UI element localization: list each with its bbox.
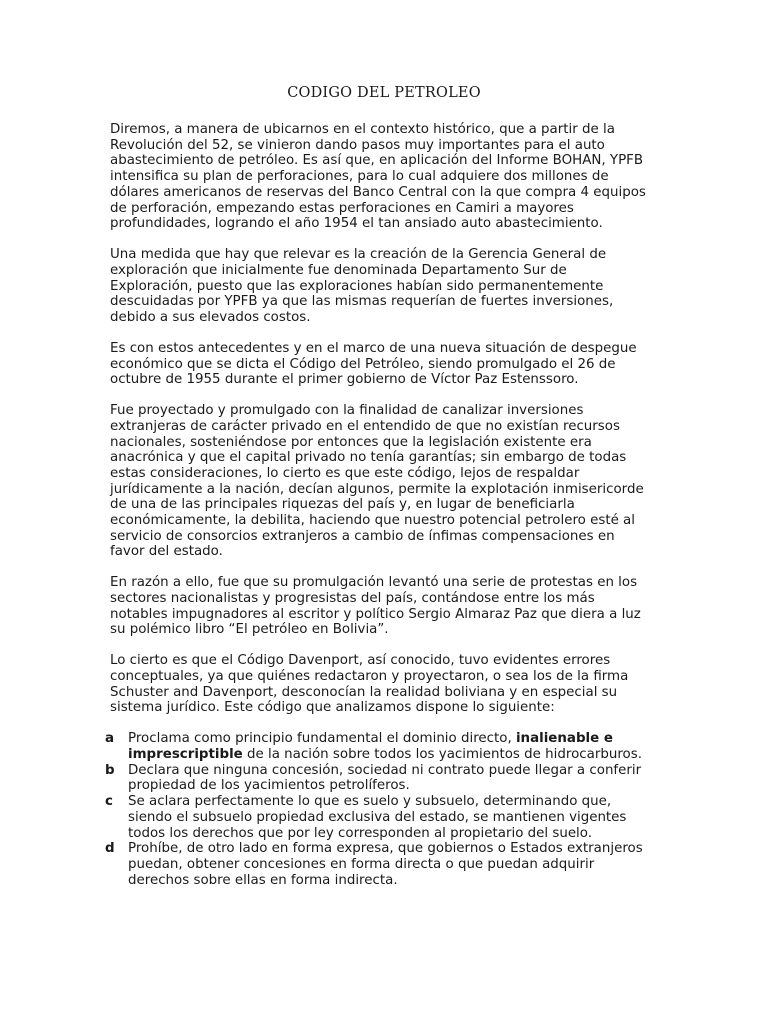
list-item [105,794,650,841]
list-item-text: de la nación sobre todos los yacimientos de hidrocarburos. [242,747,642,763]
list-marker: b [105,762,115,778]
list-item-text: Declara que ninguna concesión, sociedad ni contrato puede llegar a conferir propiedad de los yacimientos petrolíferos. [128,762,642,794]
list-item-text: Proclama como principio fundamental el dominio directo, [128,731,516,747]
paragraph-3: Es con estos antecedentes y en el marco de una nueva situación de despegue económico que se dicta el Código del Petróleo, siendo promulgado el 26 de octubre de 1955 durante el primer gobierno de Víctor Paz Estenssoro. [110,340,637,388]
list-item [105,841,650,888]
document-body [105,122,650,888]
paragraph-6: Lo cierto es que el Código Davenport, así conocido, tuvo evidentes errores conceptuales, ya que quiénes redactaron y proyectaron, o sea los de la firma Schuster and Davenport, desconocían la realidad boliviana y en especial su sistema jurídico. Este código que analizamos dispone lo siguiente: [110,653,629,716]
list-marker: c [105,794,113,810]
list-item [105,762,650,794]
list-item-emphasis: inalienable e imprescriptible [128,731,613,763]
list-item-text: Prohíbe, de otro lado en forma expresa, que gobiernos o Estados extranjeros puedan, obtener concesiones en forma directa o que puedan adquirir derechos sobre ellas en forma indirecta. [128,841,643,888]
document-title: CODIGO DEL PETROLEO [287,85,481,101]
paragraph-1: Diremos, a manera de ubicarnos en el contexto histórico, que a partir de la Revolución del 52, se vinieron dando pasos muy importantes para el auto abastecimiento de petróleo. Es así que, en aplicación del Informe BOHAN, YPFB intensifica su plan de perforaciones, para lo cual adquiere dos millones de dólares americanos de reservas del Banco Central con la que compra 4 equipos de perforación, empezando estas perforaciones en Camiri a mayores profundidades, logrando el año 1954 el tan ansiado auto abastecimiento. [110,122,646,232]
provisions-list [105,731,650,888]
list-item [105,731,650,763]
list-item-text: Se aclara perfectamente lo que es suelo y subsuelo, determinando que, siendo el subsuelo propiedad exclusiva del estado, se mantienen vigentes todos los derechos que por ley corresponden al propietario del suelo. [128,794,627,841]
paragraph-4: Fue proyectado y promulgado con la finalidad de canalizar inversiones extranjeras de carácter privado en el entendido de que no existían recursos nacionales, sosteniéndose por entonces que la legislación existente era anacrónica y que el capital privado no tenía garantías; sin embargo de todas estas consideraciones, lo cierto es que este código, lejos de respaldar jurídicamente a la nación, decían algunos, permite la explotación inmisericorde de una de las principales riquezas del país y, en lugar de beneficiarla económicamente, la debilita, haciendo que nuestro potencial petrolero esté al servicio de consorcios extranjeros a cambio de ínfimas compensaciones en favor del estado. [110,403,644,560]
paragraph-2: Una medida que hay que relevar es la creación de la Gerencia General de exploración que inicialmente fue denominada Departamento Sur de Exploración, puesto que las exploraciones habían sido permanentemente descuidadas por YPFB ya que las mismas requerían de fuertes inversiones, debido a sus elevados costos. [110,247,614,325]
list-marker: d [105,841,115,857]
list-marker: a [105,731,115,747]
paragraph-5: En razón a ello, fue que su promulgación levantó una serie de protestas en los sectores nacionalistas y progresistas del país, contándose entre los más notables impugnadores al escritor y político Sergio Almaraz Paz que diera a luz su polémico libro “El petróleo en Bolivia”. [110,575,641,638]
